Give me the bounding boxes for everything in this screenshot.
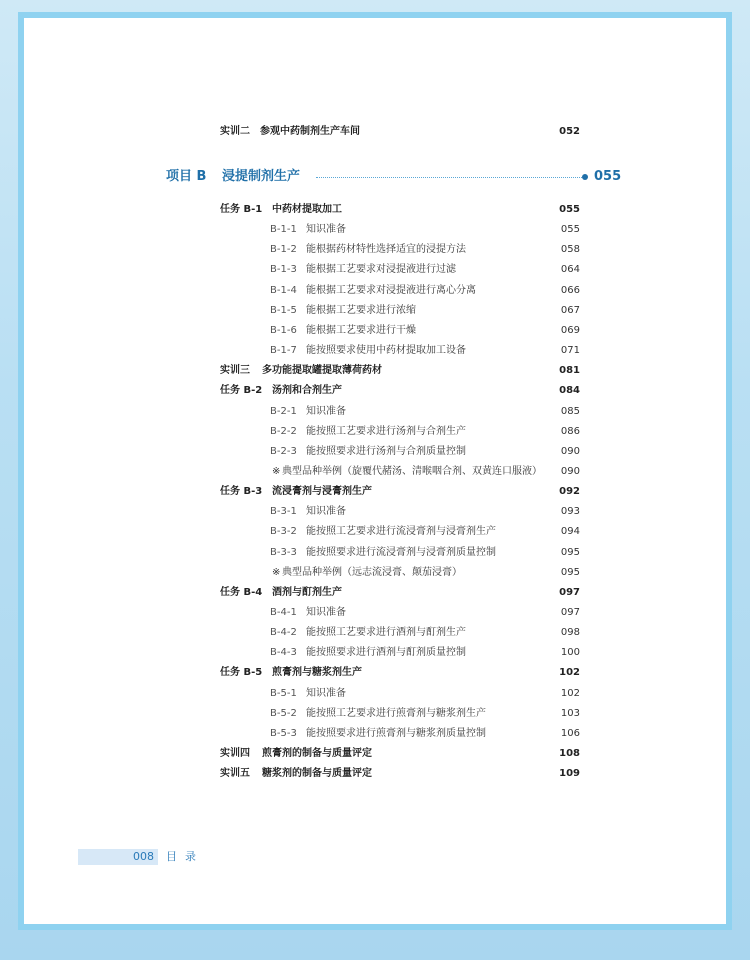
toc-entry-code: ※	[272, 566, 281, 578]
toc-entry-code: 实训三	[220, 365, 250, 377]
toc-entry-page: 095	[560, 546, 580, 558]
toc-entry-code: B-1-3	[270, 264, 297, 276]
toc-entry[interactable]	[24, 462, 726, 482]
toc-entry-page: 097	[560, 607, 580, 618]
toc-entry-code: B-4-1	[270, 607, 297, 618]
toc-entry-title: 煎膏剂与糖浆剂生产	[272, 667, 362, 679]
toc-entry-code: 任务 B-3	[220, 486, 263, 498]
toc-entry-title: 煎膏剂的制备与质量评定	[262, 748, 372, 760]
toc-entry-page: 058	[560, 244, 580, 256]
section-title: 浸提制剂生产	[222, 169, 301, 184]
toc-entry[interactable]	[24, 522, 726, 542]
toc-entry[interactable]	[24, 341, 726, 361]
toc-entry[interactable]	[24, 301, 726, 321]
toc-entry[interactable]	[24, 643, 726, 663]
toc-entry-code: 实训五	[220, 768, 250, 780]
toc-entry-code: B-3-1	[270, 506, 297, 518]
toc-entry-code: 任务 B-2	[220, 385, 263, 397]
toc-entry-title: 典型品种举例（远志流浸膏、颠茄浸膏）	[282, 566, 462, 578]
toc-entry[interactable]	[24, 240, 726, 260]
toc-entry-title: 流浸膏剂与浸膏剂生产	[272, 486, 372, 498]
toc-entry-title: 知识准备	[306, 607, 346, 618]
toc-entry-title: 能按照要求进行酒剂与酊剂质量控制	[306, 647, 466, 659]
toc-entry-page: 067	[560, 304, 580, 316]
toc-entry[interactable]	[24, 563, 726, 583]
toc-entry-page: 092	[559, 486, 580, 498]
toc-entry-title: 能按照要求进行流浸膏剂与浸膏剂质量控制	[306, 546, 496, 558]
toc-entry-code: B-1-2	[270, 244, 297, 256]
toc-entry-title: 能按照工艺要求进行流浸膏剂与浸膏剂生产	[306, 526, 496, 538]
toc-entry-title: 能根据药材特性选择适宜的浸提方法	[306, 244, 466, 256]
toc-entry-page: 108	[559, 748, 580, 760]
toc-entry-page: 103	[560, 707, 580, 719]
toc-entry-code: B-2-1	[270, 405, 297, 417]
toc-entry-title: 能按照要求进行汤剂与合剂质量控制	[306, 445, 466, 457]
toc-entry-code: B-1-5	[270, 304, 297, 316]
toc-entry-code: ※	[272, 465, 281, 477]
footer-page-number: 008	[133, 850, 154, 863]
toc-entry-title: 能按照要求使用中药材提取加工设备	[306, 345, 466, 357]
toc-entry-page: 100	[560, 647, 580, 659]
toc-entry-title: 糖浆剂的制备与质量评定	[262, 768, 372, 780]
toc-entry-page: 093	[560, 506, 580, 518]
toc-entry[interactable]	[24, 502, 726, 522]
toc-entry[interactable]	[24, 623, 726, 643]
toc-entry-practice-2[interactable]	[24, 122, 726, 142]
page-frame	[18, 12, 732, 930]
toc-entry-page: 066	[560, 284, 580, 296]
toc-entry-page: 071	[560, 345, 580, 357]
toc-entry[interactable]	[24, 663, 726, 683]
toc-entry[interactable]	[24, 281, 726, 301]
toc-entry-title: 能按照工艺要求进行汤剂与合剂生产	[306, 425, 466, 437]
toc-entry[interactable]	[24, 704, 726, 724]
toc-entry-code: B-4-3	[270, 647, 297, 659]
toc-entry-code: B-1-4	[270, 284, 297, 296]
toc-entry[interactable]	[24, 583, 726, 603]
toc-entry-page: 090	[560, 465, 580, 477]
toc-entry[interactable]	[24, 321, 726, 341]
toc-entry-page: 081	[559, 365, 580, 377]
toc-entry-page: 085	[560, 405, 580, 417]
toc-entry-code: 任务 B-1	[220, 204, 263, 215]
toc-entry-page: 094	[560, 526, 580, 538]
toc-entry-title: 酒剂与酊剂生产	[272, 586, 342, 598]
toc-entry-page: 106	[560, 727, 580, 739]
toc-entry-code: B-5-3	[270, 727, 297, 739]
toc-entry-code: B-3-2	[270, 526, 297, 538]
footer-title: 目录	[166, 850, 204, 863]
toc-entry-title: 中药材提取加工	[272, 204, 342, 215]
toc-entry-title: 多功能提取罐提取薄荷药材	[262, 365, 382, 377]
toc-entry-page: 086	[560, 425, 580, 437]
toc-entry-title: 能根据工艺要求进行干燥	[306, 324, 416, 336]
toc-entry-code: B-3-3	[270, 546, 297, 558]
toc-entry-code: B-2-3	[270, 445, 297, 457]
toc-entry-page: 098	[560, 627, 580, 639]
toc-entry-code: B-1-7	[270, 345, 297, 357]
toc-entry-page: 097	[559, 586, 580, 598]
page-footer	[78, 846, 378, 868]
toc-entry-title: 能根据工艺要求对浸提液进行过滤	[306, 264, 456, 276]
toc-entry-page: 052	[559, 126, 580, 137]
toc-entry[interactable]	[24, 422, 726, 442]
toc-entry-title: 汤剂和合剂生产	[272, 385, 342, 397]
toc-entry-code: 任务 B-4	[220, 586, 263, 598]
toc-entry-page: 095	[560, 566, 580, 578]
toc-entry-title: 知识准备	[306, 224, 346, 236]
toc-entry-code: B-2-2	[270, 425, 297, 437]
toc-entry-code: B-1-6	[270, 324, 297, 336]
toc-entry[interactable]	[24, 744, 726, 764]
toc-entry[interactable]	[24, 684, 726, 704]
toc-entry[interactable]	[24, 543, 726, 563]
toc-entry[interactable]	[24, 260, 726, 280]
toc-entry-title: 知识准备	[306, 405, 346, 417]
toc-entry[interactable]	[24, 442, 726, 462]
toc-entry[interactable]	[24, 200, 726, 220]
toc-entry[interactable]	[24, 381, 726, 401]
toc-entry-code: B-4-2	[270, 627, 297, 639]
toc-entry-title: 典型品种举例（旋覆代赭汤、清喉咽合剂、双黄连口服液）	[282, 465, 542, 477]
toc-entry-title: 能按照工艺要求进行酒剂与酊剂生产	[306, 627, 466, 639]
toc-entry[interactable]	[24, 603, 726, 623]
toc-entry-page: 102	[560, 687, 580, 699]
toc-entry[interactable]	[24, 361, 726, 381]
toc-entry-page: 102	[559, 667, 580, 679]
toc-entry-page: 055	[560, 224, 580, 236]
toc-entry-title: 能按照工艺要求进行煎膏剂与糖浆剂生产	[306, 707, 486, 719]
toc-entry-title: 知识准备	[306, 506, 346, 518]
toc-entry-code: B-5-2	[270, 707, 297, 719]
toc-entry-code: B-1-1	[270, 224, 297, 236]
toc-entry-page: 109	[559, 768, 580, 780]
leader-dots	[316, 177, 586, 178]
toc-entry[interactable]	[24, 724, 726, 744]
toc-entry-code: 实训四	[220, 748, 250, 760]
toc-entry-code: 任务 B-5	[220, 667, 263, 679]
section-prefix: 项目 B	[166, 169, 207, 184]
toc-entry-title: 知识准备	[306, 687, 346, 699]
toc-entry-page: 084	[559, 385, 580, 397]
toc-entry[interactable]	[24, 402, 726, 422]
toc-entry-page: 069	[560, 324, 580, 336]
toc-entry-label: 实训二 参观中药制剂生产车间	[220, 126, 360, 137]
toc-entry-page: 055	[559, 204, 580, 215]
toc-entry[interactable]	[24, 482, 726, 502]
leader-bullet	[582, 174, 588, 180]
toc-entry-code: B-5-1	[270, 687, 297, 699]
toc-entry-title: 能根据工艺要求进行浓缩	[306, 304, 416, 316]
toc-entry-page: 064	[560, 264, 580, 276]
toc-entry-title: 能根据工艺要求对浸提液进行离心分离	[306, 284, 476, 296]
section-page: 055	[594, 169, 622, 184]
toc-entry-page: 090	[560, 445, 580, 457]
section-heading-b[interactable]	[24, 166, 726, 188]
toc-entry-title: 能按照要求进行煎膏剂与糖浆剂质量控制	[306, 727, 486, 739]
toc-entry[interactable]	[24, 764, 726, 784]
toc-entry[interactable]	[24, 220, 726, 240]
